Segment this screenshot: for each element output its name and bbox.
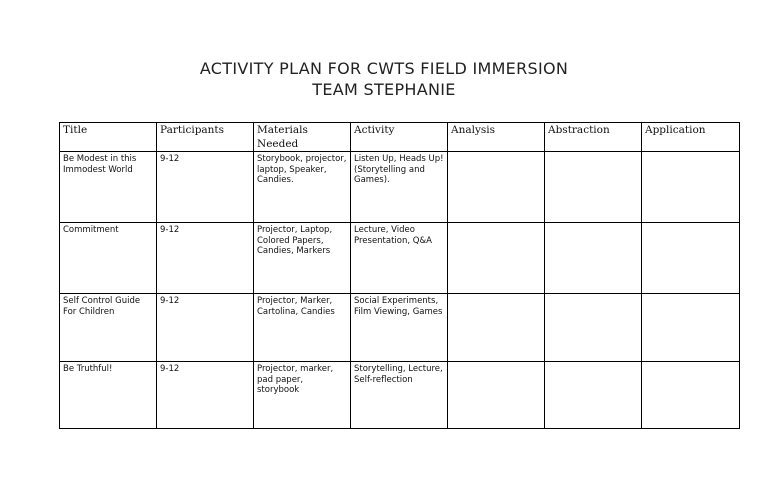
cell-participants: 9-12 [157,362,254,429]
cell-analysis [448,223,545,294]
header-abstraction: Abstraction [545,123,642,152]
header-activity: Activity [351,123,448,152]
title-line-2: TEAM STEPHANIE [312,80,456,99]
cell-materials: Storybook, projector, laptop, Speaker, Candies. [254,152,351,223]
cell-materials: Projector, Marker, Cartolina, Candies [254,294,351,362]
cell-application [642,294,740,362]
cell-participants: 9-12 [157,294,254,362]
document-title [0,58,768,100]
cell-activity: Storytelling, Lecture, Self-reflection [351,362,448,429]
cell-abstraction [545,152,642,223]
cell-analysis [448,294,545,362]
table-header-row [60,123,740,152]
cell-materials: Projector, marker, pad paper, storybook [254,362,351,429]
cell-abstraction [545,362,642,429]
cell-title: Self Control Guide For Children [60,294,157,362]
cell-activity: Lecture, Video Presentation, Q&A [351,223,448,294]
cell-participants: 9-12 [157,152,254,223]
cell-activity: Social Experiments, Film Viewing, Games [351,294,448,362]
cell-analysis [448,362,545,429]
header-materials-needed: Materials Needed [254,123,351,152]
cell-abstraction [545,223,642,294]
cell-application [642,152,740,223]
cell-title: Commitment [60,223,157,294]
cell-title: Be Modest in this Immodest World [60,152,157,223]
cell-application [642,223,740,294]
header-participants: Participants [157,123,254,152]
cell-materials: Projector, Laptop, Colored Papers, Candies, Markers [254,223,351,294]
cell-activity: Listen Up, Heads Up! (Storytelling and Games). [351,152,448,223]
header-application: Application [642,123,740,152]
table-row [60,362,740,429]
title-line-1: ACTIVITY PLAN FOR CWTS FIELD IMMERSION [199,59,569,78]
table-row [60,294,740,362]
table-row [60,223,740,294]
table-row [60,152,740,223]
cell-application [642,362,740,429]
cell-title: Be Truthful! [60,362,157,429]
cell-analysis [448,152,545,223]
cell-participants: 9-12 [157,223,254,294]
activity-plan-table [59,122,740,429]
cell-abstraction [545,294,642,362]
header-title: Title [60,123,157,152]
header-analysis: Analysis [448,123,545,152]
